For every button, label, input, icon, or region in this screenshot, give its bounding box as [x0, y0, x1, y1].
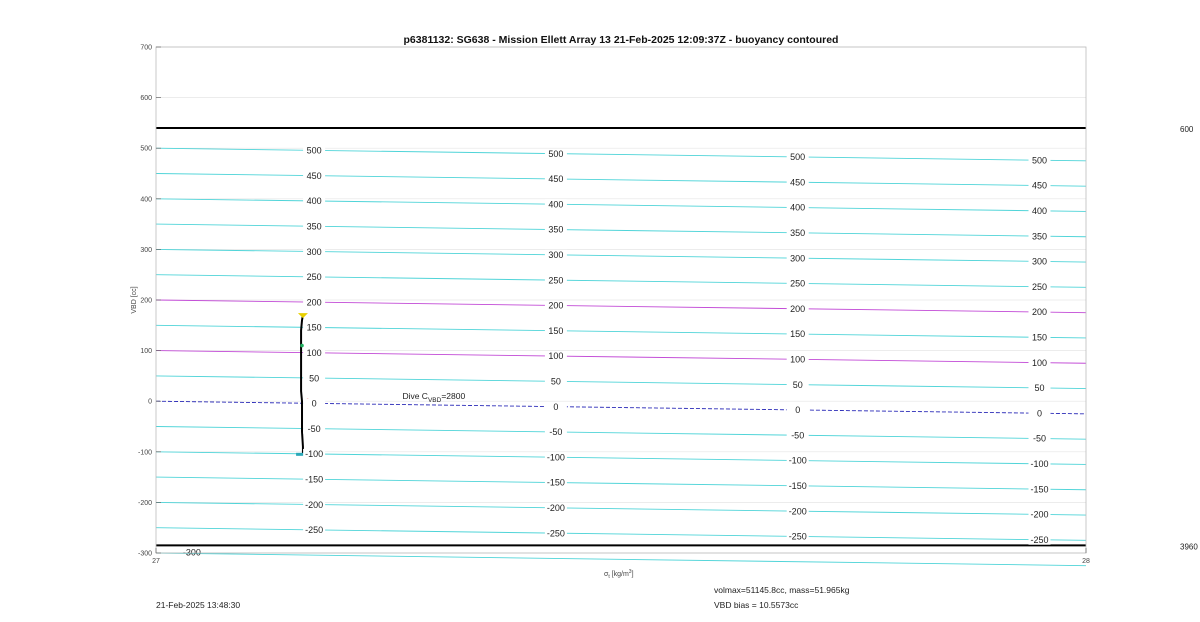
- x-axis-label: [604, 569, 634, 580]
- contour-line: [156, 499, 1086, 515]
- y-tick-label: 400: [140, 196, 152, 204]
- contour-line: [156, 275, 1086, 288]
- x-axis-label-sup: 3: [628, 569, 632, 575]
- contour-line: [156, 199, 1086, 212]
- contour-label: -50: [791, 430, 805, 441]
- contour-label: 0: [795, 405, 801, 416]
- x-axis-label-end: ]: [631, 571, 634, 578]
- contour-label: 0: [311, 398, 317, 409]
- contour-label: -100: [788, 455, 807, 466]
- contour-label: -100: [546, 452, 565, 463]
- contour-label: 200: [306, 297, 322, 308]
- contour-label: 150: [790, 329, 806, 340]
- contour-label: 50: [550, 376, 561, 387]
- contour-label: -200: [1030, 509, 1049, 520]
- contour-line: [156, 427, 1086, 440]
- y-tick-label: 300: [140, 246, 152, 254]
- contour-label: 100: [1031, 357, 1048, 368]
- y-tick-label: -100: [137, 449, 152, 457]
- contour-label: 350: [790, 228, 806, 239]
- x-axis-label-main: σ: [604, 571, 609, 578]
- contour-label: -100: [305, 449, 324, 460]
- contour-label: 50: [792, 379, 803, 390]
- contour-label: 200: [548, 300, 564, 311]
- contour-label: 450: [306, 170, 322, 181]
- contour-label: 0: [553, 401, 559, 412]
- contour-line: [156, 174, 1086, 187]
- contour-label: 500: [306, 145, 322, 156]
- contour-label: 400: [548, 199, 564, 210]
- dive-green-marker: [300, 344, 304, 348]
- contour-label: 400: [1031, 206, 1048, 217]
- y-tick-label: 700: [140, 44, 152, 52]
- contour-label: -150: [305, 474, 324, 485]
- contour-label: -250: [546, 528, 565, 539]
- contour-label: 150: [1031, 332, 1048, 343]
- x-tick-label: 27: [152, 558, 160, 565]
- contour-label: 150: [548, 325, 564, 336]
- contour-line: [156, 376, 1086, 389]
- y-tick-label: -200: [137, 499, 152, 507]
- contour-line: [156, 528, 1086, 541]
- contour-label: -50: [1032, 433, 1047, 444]
- contour-label: 500: [1031, 155, 1048, 166]
- contour-line: [156, 246, 1086, 262]
- y-axis-label: VBD [cc]: [131, 286, 138, 314]
- x-tick-label: 28: [1082, 558, 1090, 565]
- y-tick-label: 600: [140, 95, 152, 103]
- contour-line: [156, 300, 1086, 313]
- contour-label: 250: [1031, 281, 1048, 292]
- contour-label: 150: [306, 322, 322, 333]
- contour-label: -100: [1030, 459, 1049, 470]
- depth-line-label: 3960: [1180, 542, 1198, 552]
- contour-labels: [183, 145, 1051, 557]
- y-tick-label: 500: [140, 145, 152, 153]
- contour-line: [156, 477, 1086, 490]
- dive-trace-line: [301, 315, 303, 454]
- contour-label: 100: [548, 351, 564, 362]
- contour-label: 400: [790, 202, 806, 213]
- contour-label: 50: [1034, 383, 1045, 394]
- contour-label: 300: [790, 253, 806, 264]
- contour-label: 500: [790, 152, 806, 163]
- contour-line: [156, 224, 1086, 237]
- contour-label: 0: [1036, 408, 1043, 419]
- contour-line: [156, 145, 1086, 161]
- dive-start-marker: [298, 313, 308, 318]
- dive-annotation-sub: VBD: [427, 397, 442, 405]
- contour-label: -300: [182, 547, 201, 558]
- contour-label: -50: [549, 427, 563, 438]
- contour-label: 100: [306, 347, 322, 358]
- contour-line: [156, 398, 1086, 414]
- contour-label: 450: [548, 174, 564, 185]
- contour-label: 250: [306, 272, 322, 283]
- contour-label: 100: [790, 354, 806, 365]
- contour-label: 450: [1031, 180, 1048, 191]
- contour-label: -200: [546, 503, 565, 514]
- contour-label: 200: [790, 303, 806, 314]
- contour-label: 250: [790, 278, 806, 289]
- contour-label: 350: [548, 224, 564, 235]
- contour-label: -150: [546, 477, 565, 488]
- contour-label: 300: [1031, 256, 1048, 267]
- contour-label: 300: [306, 246, 322, 257]
- footer-volmax: volmax=51145.8cc, mass=51.965kg: [714, 585, 850, 595]
- footer-vbd-bias: VBD bias = 10.5573cc: [714, 600, 799, 610]
- contour-label: -250: [1030, 534, 1049, 545]
- contour-label: -250: [305, 525, 324, 536]
- depth-line-label: 600: [1180, 124, 1194, 134]
- contour-label: -200: [788, 506, 807, 517]
- contour-label: 350: [306, 221, 322, 232]
- dive-trace: [296, 313, 311, 456]
- dive-annotation-prefix: Dive C: [402, 391, 428, 402]
- contour-line: [156, 351, 1086, 364]
- contour-label: -200: [305, 499, 324, 510]
- y-tick-label: 0: [148, 398, 152, 406]
- contour-line: [156, 322, 1086, 338]
- axis-ticks: [138, 45, 1090, 566]
- contour-label: -150: [1030, 484, 1049, 495]
- contour-label: 500: [548, 148, 564, 159]
- footer-timestamp: 21-Feb-2025 13:48:30: [156, 600, 241, 610]
- dive-cvbd-annotation: [402, 391, 465, 404]
- contour-line: [156, 452, 1086, 465]
- contour-lines: [156, 145, 1086, 565]
- contour-label: 200: [1031, 307, 1048, 318]
- contour-label: 350: [1031, 231, 1048, 242]
- x-axis-label-sub: t: [608, 574, 610, 580]
- contour-line: [156, 553, 1086, 566]
- y-tick-label: 100: [140, 348, 152, 356]
- chart-title: p6381132: SG638 - Mission Ellett Array 13 21-Feb-2025 12:09:37Z - buoyancy contoured: [403, 34, 839, 46]
- dive-annotation-suffix: =2800: [441, 391, 466, 402]
- contour-label: -150: [788, 481, 807, 492]
- y-tick-label: 200: [140, 297, 152, 305]
- x-axis-label-unit: [kg/m: [609, 571, 629, 578]
- contour-label: 400: [306, 196, 322, 207]
- y-tick-label: -300: [137, 550, 152, 558]
- grid: [156, 47, 1086, 553]
- contour-label: 300: [548, 250, 564, 261]
- contour-label: 250: [548, 275, 564, 286]
- contour-label: 450: [790, 177, 806, 188]
- contour-label: -50: [307, 423, 321, 434]
- contour-label: -250: [788, 531, 807, 542]
- contour-label: 50: [309, 373, 320, 384]
